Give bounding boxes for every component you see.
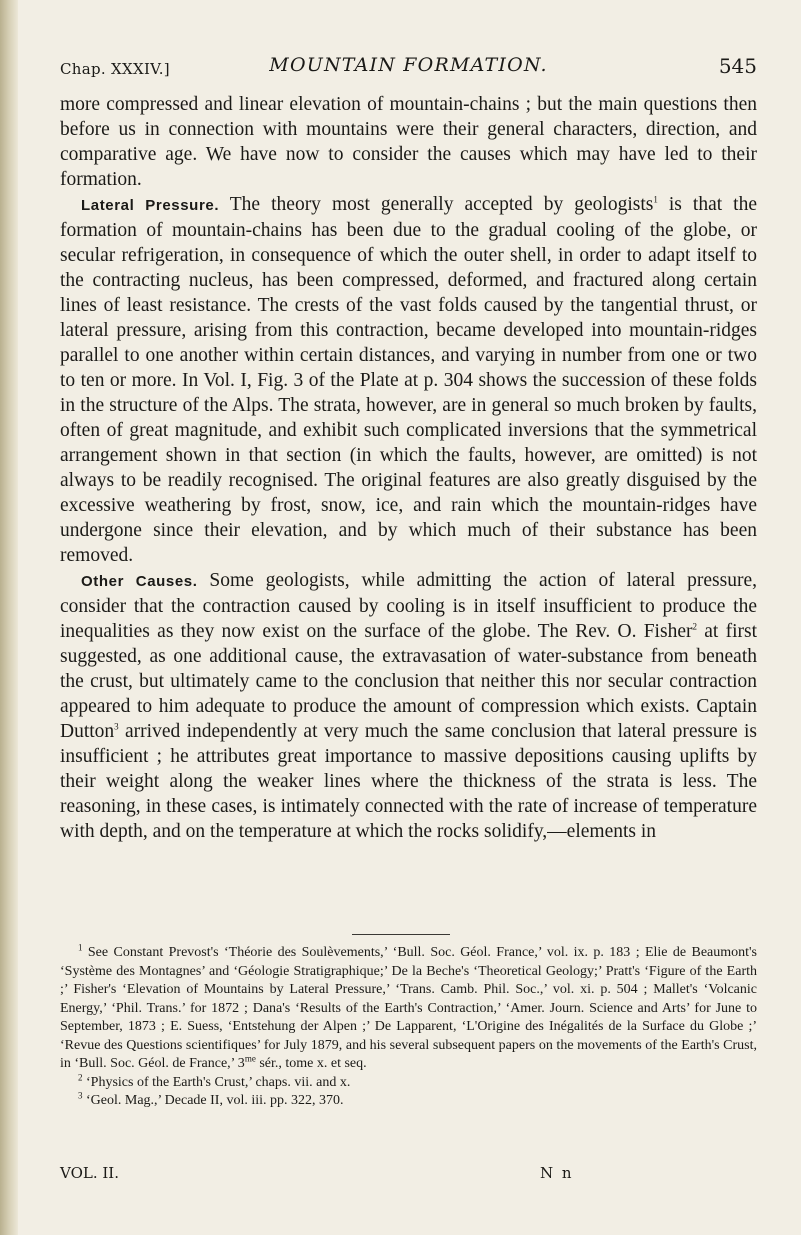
- footnote-mark: 2: [78, 1071, 83, 1082]
- page-number: 545: [718, 54, 757, 78]
- page-footer: [60, 1164, 757, 1184]
- running-title: MOUNTAIN FORMATION.: [269, 54, 548, 76]
- footnote-text: ‘Physics of the Earth's Crust,’ chaps. vii. and x.: [82, 1074, 351, 1090]
- paragraph-text: is that the formation of mountain-chains has been due to the gradual cooling of the globe, or secular refrigeration, in consequence of which the outer shell, in order to adapt itself to the contracting nucleus, has been compressed, deformed, and fractured along certain lines of least resistance. The crests of the vast folds caused by the tangential thrust, or lateral pressure, arising from this contraction, became developed into mountain-ridges parallel to one another within certain distances, and varying in number from one or two to ten or more. In Vol. I, Fig. 3 of the Plate at p. 304 shows the succession of these folds in the structure of the Alps. The strata, however, are in general so much broken by faults, often of great magnitude, and exhibit such complicated inversions that the symmetrical arrangement shown in that section (in which the faults, however, are omitted) is not always to be readily recognised. The original features are also greatly disguised by the excessive weathering by frost, snow, ice, and rain which the mountain-ridges have undergone since their elevation, and by which much of their substance has been removed.: [60, 194, 758, 566]
- footnote-text: ‘Geol. Mag.,’ Decade II, vol. iii. pp. 322, 370.: [82, 1093, 344, 1108]
- footnote-divider: [352, 934, 450, 935]
- footnotes: [60, 944, 757, 1111]
- superscript: me: [244, 1053, 256, 1064]
- footnote-text: sér., tome x. et seq.: [255, 1056, 367, 1071]
- side-heading-other-causes: Other Causes.: [81, 573, 198, 590]
- footnote-ref-1[interactable]: 1: [653, 194, 658, 205]
- paragraph-text: The theory most generally accepted by geologists: [219, 194, 654, 215]
- paragraph-text: arrived independently at very much the same conclusion that lateral pressure is insufficient ; he attributes great importance to massive depositions causing uplifts by their weight along the weaker lines where the thickness of the strata is less. The reasoning, in these cases, is intimately connected with the rate of increase of temperature with depth, and on the temperature at which the rocks solidify,—elements in: [60, 721, 757, 842]
- paragraph-lateral-pressure: [60, 192, 757, 568]
- footnote-2: [60, 1071, 757, 1093]
- footnote-mark: 1: [78, 942, 83, 953]
- volume-label: VOL. II.: [60, 1164, 119, 1182]
- side-heading-lateral-pressure: Lateral Pressure.: [81, 197, 220, 214]
- paragraph-text: at first suggested, as one additional cause, the extravasation of water-substance from beneath the crust, but ultimately came to the conclusion that neither this nor secular contraction appeared to him adequate to produce the amount of compression which exists. Captain Dutton: [60, 621, 757, 742]
- footnote-1: [60, 944, 757, 1074]
- page-header: [60, 54, 757, 84]
- footnote-ref-2[interactable]: 2: [692, 621, 697, 632]
- footnote-text: See Constant Prevost's ‘Théorie des Soulèvements,’ ‘Bull. Soc. Géol. France,’ vol. ix. p. 183 ; Elie de Beaumont's ‘Système des Montagnes’ and ‘Géologie Stratigraphique;’ De la Beche's ‘Theoretical Geology;’ Pratt's ‘Figure of the Earth ;’ Fisher's ‘Elevation of Mountains by Lateral Pressure,’ ‘Trans. Camb. Phil. Soc.,’ vol. xi. p. 504 ; Mallet's ‘Volcanic Energy,’ ‘Phil. Trans.’ for 1872 ; Dana's ‘Results of the Earth's Contraction,’ ‘Amer. Journ. Science and Arts’ for June to September, 1873 ; E. Suess, ‘Entstehung der Alpen ;’ De Lapparent, ‘L'Origine des Inégalités de la Surface du Globe ;’ ‘Revue des Questions scientifiques’ for July 1879, and his several subsequent papers on the movements of the Earth's Crust, in ‘Bull. Soc. Géol. de France,’ 3: [60, 945, 757, 1071]
- signature-mark: N n: [540, 1164, 574, 1182]
- paragraph-continuation: more compressed and linear elevation of mountain-chains ; but the main questions then before us in connection with mountains were their general characters, direction, and comparative age. We have now to consider the causes which may have led to their formation.: [60, 94, 757, 190]
- footnote-mark: 3: [78, 1090, 83, 1101]
- paragraph-other-causes: [60, 568, 757, 844]
- page-body: [60, 92, 757, 844]
- paragraph-text: Some geologists, while admitting the action of lateral pressure, consider that the contraction caused by cooling is in itself insufficient to produce the inequalities as they now exist on the surface of the globe. The Rev. O. Fisher: [60, 570, 757, 642]
- page-binding-shadow: [0, 0, 18, 1235]
- chapter-label: Chap. XXXIV.]: [60, 60, 170, 78]
- footnote-3: [60, 1092, 757, 1111]
- footnote-ref-3[interactable]: 3: [114, 721, 119, 732]
